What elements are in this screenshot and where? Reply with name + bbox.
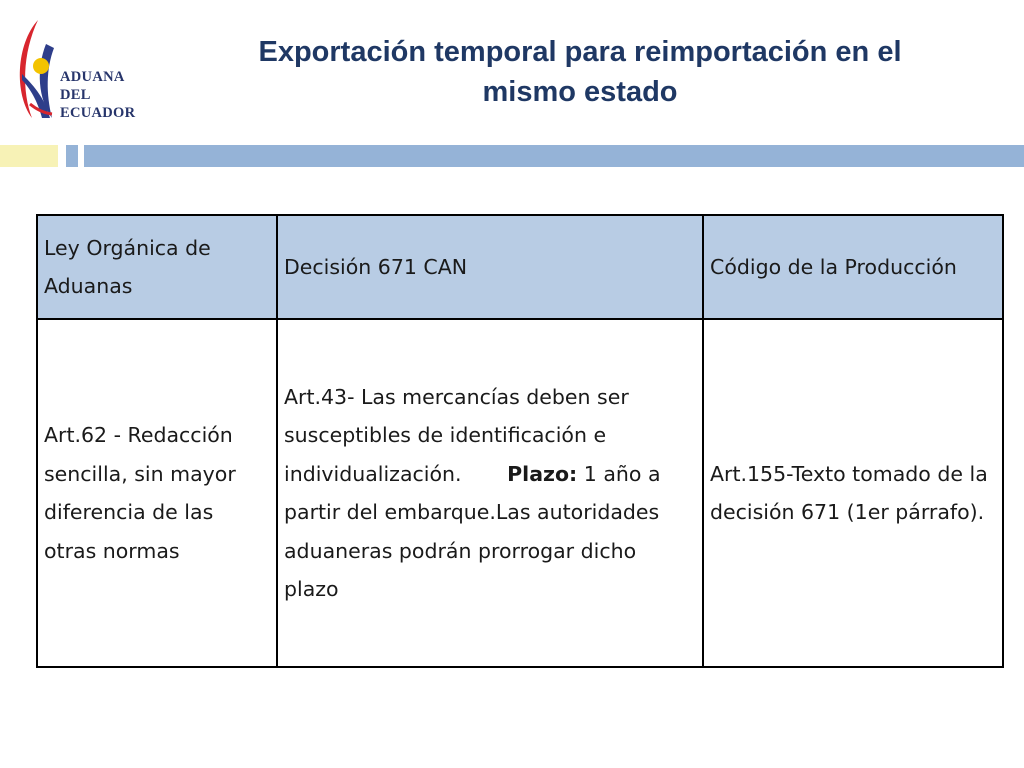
- aduana-logo: [8, 14, 148, 129]
- slide-title: [170, 32, 990, 112]
- logo-text: [60, 68, 135, 122]
- slide-title-line2: mismo estado: [482, 76, 678, 108]
- cell-ley-organica: Art.62 - Redacción sencilla, sin mayor diferencia de las otras normas: [37, 319, 277, 667]
- header-ley-organica: Ley Orgánica de Aduanas: [37, 215, 277, 319]
- decor-band-blue-small: [66, 145, 78, 167]
- cell-codigo-produccion: Art.155-Texto tomado de la decisión 671 (1er párrafo).: [703, 319, 1003, 667]
- table-row: [37, 319, 1003, 667]
- header-codigo-produccion: Código de la Producción: [703, 215, 1003, 319]
- plazo-label: Plazo:: [507, 461, 578, 486]
- comparison-table: [36, 214, 1004, 668]
- logo-line-del: DEL: [60, 87, 91, 103]
- cell-decision-671-text: Art.43- Las mercancías deben ser susceptibles de identificación e individualización.: [284, 384, 629, 486]
- plazo-text: 1 año a partir del embarque.Las autoridades aduaneras podrán prorrogar dicho plazo: [284, 461, 661, 601]
- cell-decision-671: [277, 319, 703, 667]
- slide-title-line1: Exportación temporal para reimportación en el: [258, 36, 902, 68]
- header-decision-671: Decisión 671 CAN: [277, 215, 703, 319]
- decor-band-blue: [84, 145, 1024, 167]
- decor-band-yellow: [0, 145, 58, 167]
- logo-line-aduana: ADUANA: [60, 69, 125, 85]
- table-header-row: [37, 215, 1003, 319]
- logo-line-ecuador: ECUADOR: [60, 105, 136, 121]
